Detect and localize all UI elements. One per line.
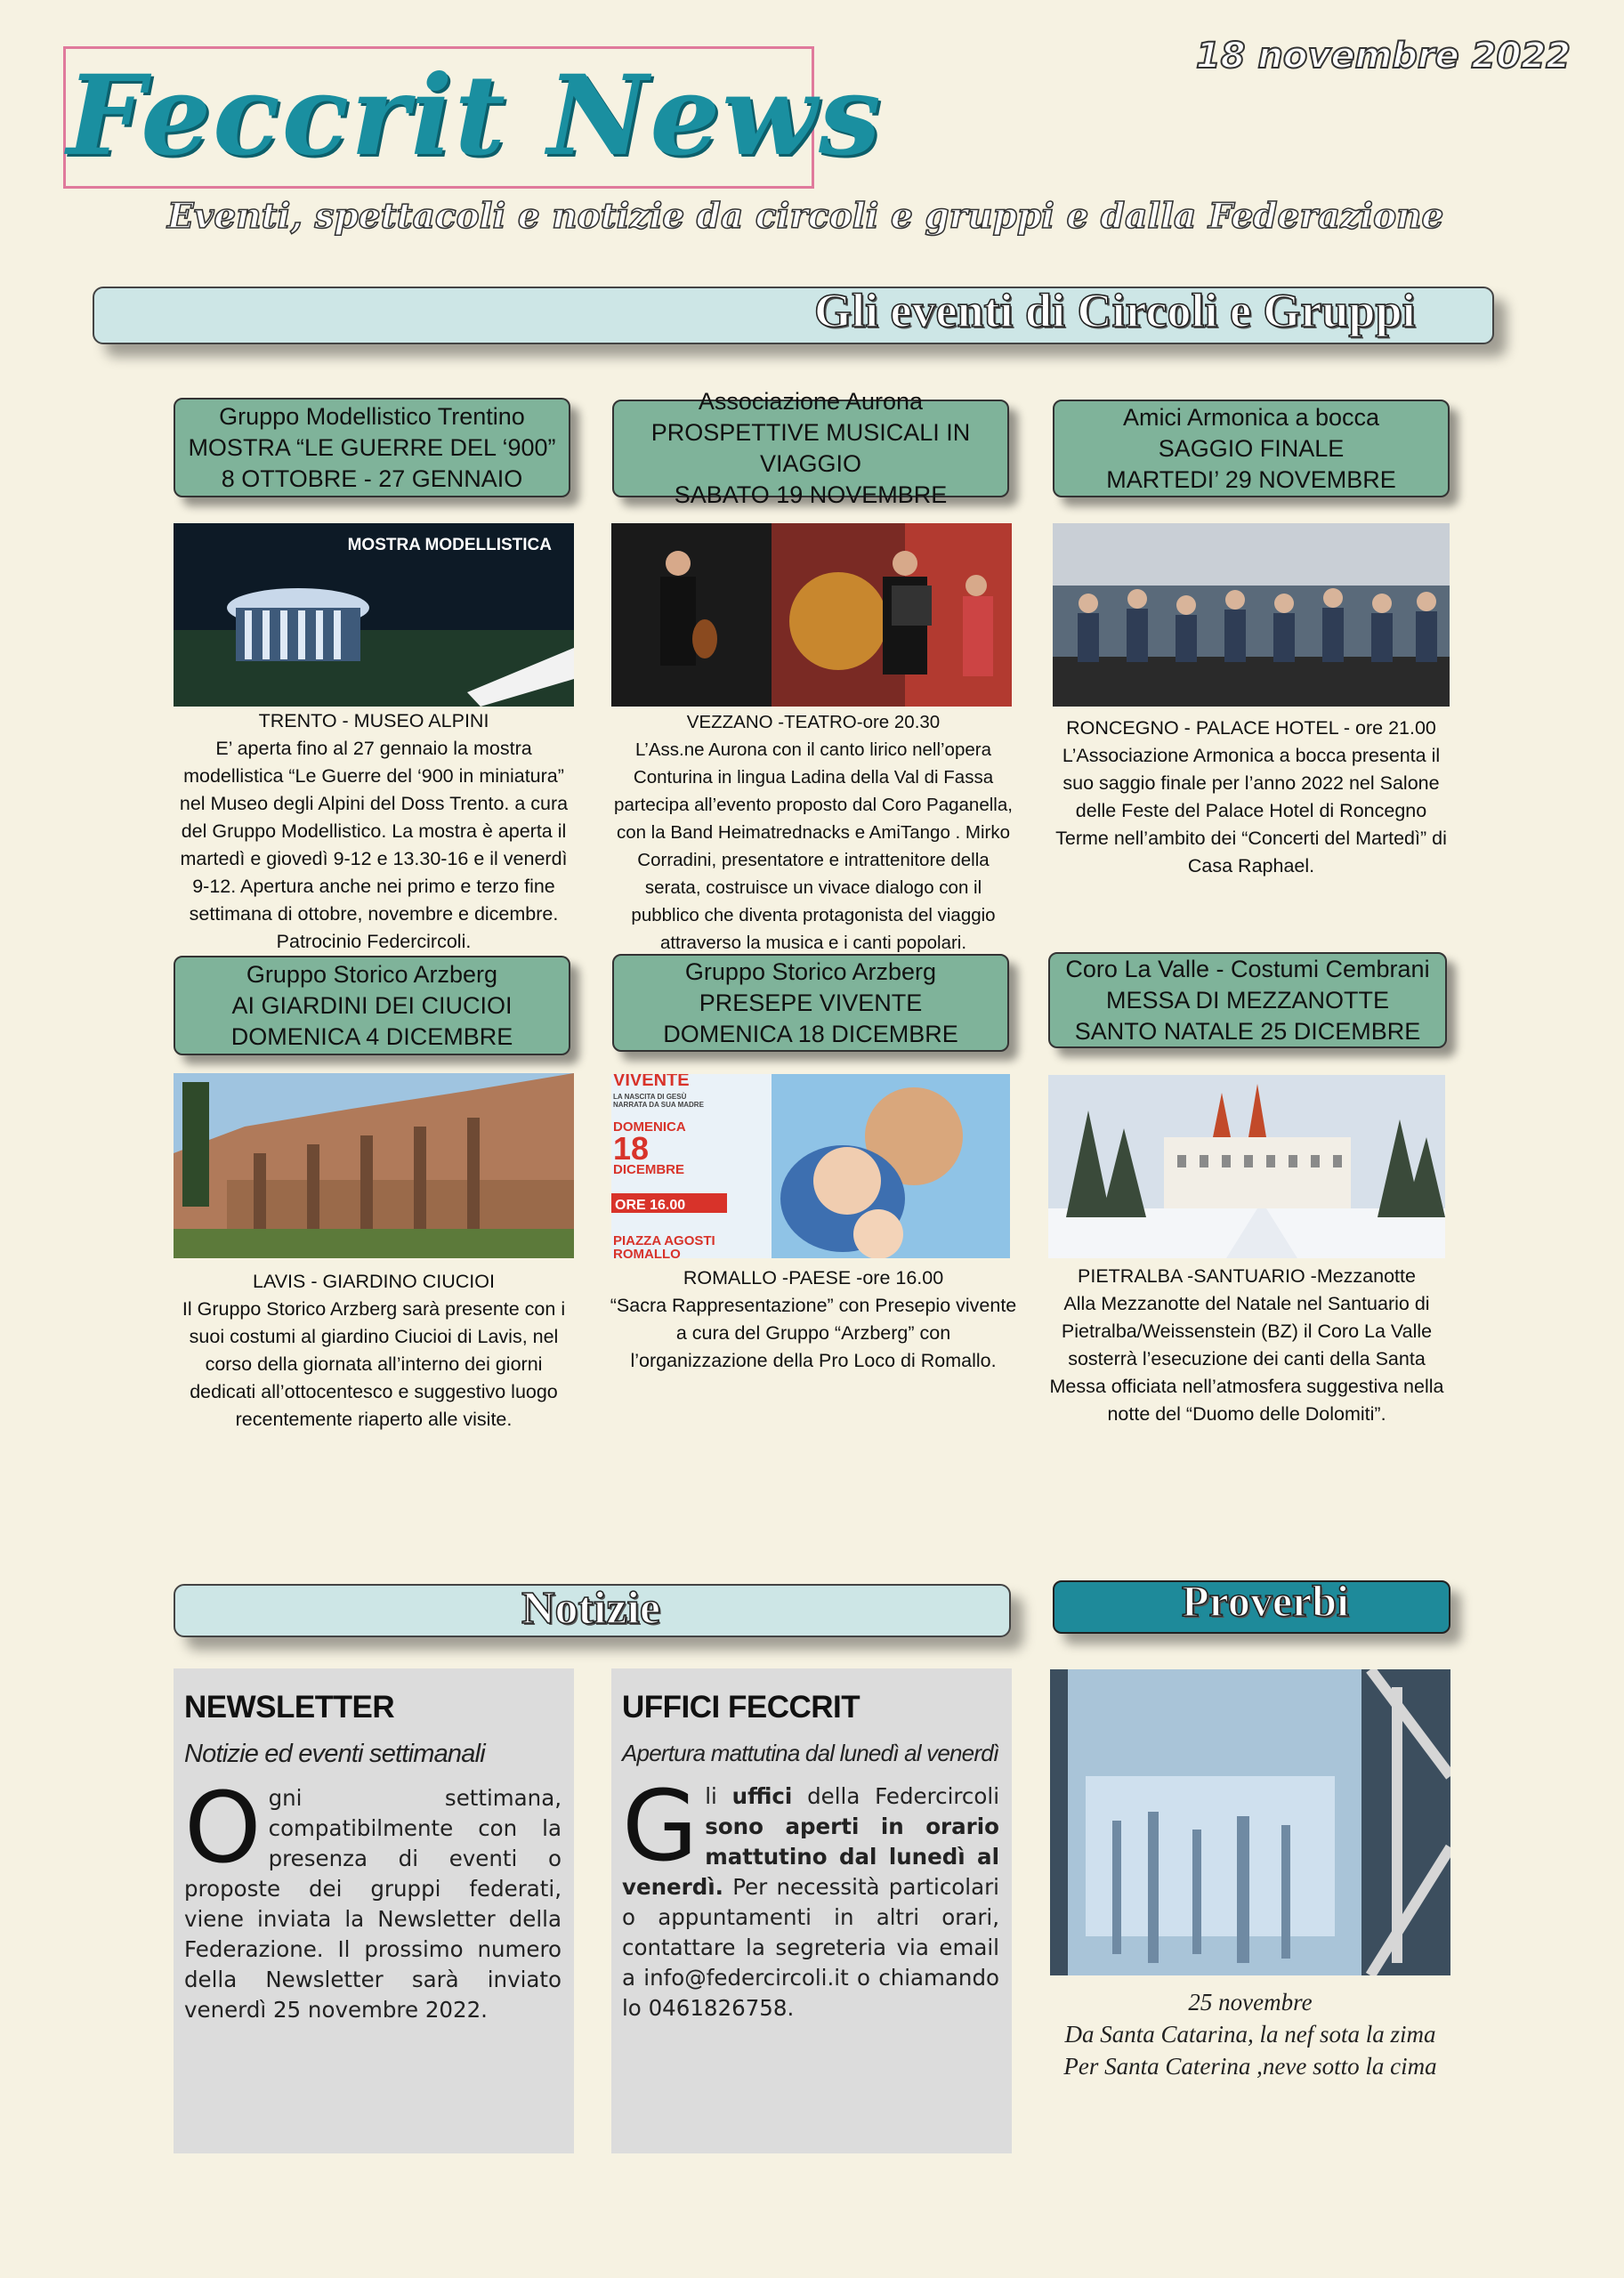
event-text: E’ aperta fino al 27 gennaio la mostra modellistica “Le Guerre del ‘900 in miniatura” nel Museo degli Alpini del Doss Trento. a cura del Gruppo Modellistico. La mostra è aperta il martedì e giovedì 9-12 e 13.30-16 e il venerdì 9-12. Apertura anche nei primo e terzo fine settimana di ottobre, novembre e dicembre. Patrocinio Federcircoli. — [179, 738, 569, 952]
card-text-bold: sono aperti in orario mattutino dal lunedì al venerdì. — [622, 1814, 999, 1900]
event-name: SAGGIO FINALE — [1158, 434, 1345, 462]
drop-cap: O — [184, 1771, 262, 1885]
event-place: TRENTO - MUSEO ALPINI — [258, 710, 489, 731]
poster-title: VIVENTE — [613, 1074, 690, 1090]
event-header-coro-la-valle — [1048, 952, 1447, 1048]
events-section-title: Gli eventi di Circoli e Gruppi — [814, 284, 1416, 337]
uffici-card — [611, 1668, 1012, 2153]
event-name: MESSA DI MEZZANOTTE — [1105, 986, 1390, 1014]
event-header-armonica — [1053, 400, 1450, 497]
event-place: LAVIS - GIARDINO CIUCIOI — [253, 1271, 495, 1292]
card-subheading: Apertura mattutina dal lunedì al venerdì — [622, 1740, 999, 1766]
image-caption: MOSTRA MODELLISTICA — [347, 536, 552, 554]
event-text: L’Ass.ne Aurona con il canto lirico nell’opera Conturina in lingua Ladina della Val di Fassa partecipa all’evento proposto dal Coro Paganella, con la Band Heimatrednacks e AmiTango . Mirko Corradini, presentatore e intrattenitore della serata, costruisce un vivace dialogo con il pubblico che diventa protagonista del viaggio attraverso la musica e i canti popolari. — [614, 739, 1013, 953]
event-description — [610, 708, 1017, 957]
event-organizer: Gruppo Modellistico Trentino — [219, 402, 525, 430]
proverbi-section-title: Proverbi — [1182, 1576, 1349, 1626]
poster-town: ROMALLO — [613, 1247, 681, 1258]
newsletter-card — [174, 1668, 574, 2153]
event-date: 8 OTTOBRE - 27 GENNAIO — [221, 464, 523, 492]
drop-cap: G — [622, 1769, 699, 1883]
newsletter-title: Feccrit News — [67, 52, 883, 181]
event-place: PIETRALBA -SANTUARIO -Mezzanotte — [1078, 1265, 1416, 1287]
event-name: AI GIARDINI DEI CIUCIOI — [231, 991, 513, 1019]
proverb-dialect: Da Santa Catarina, la nef sota la zima — [1064, 2021, 1436, 2048]
event-name: MOSTRA “LE GUERRE DEL ‘900” — [188, 433, 556, 461]
event-date: MARTEDI’ 29 NOVEMBRE — [1106, 465, 1396, 493]
proverbi-image-frozen-waterwheel — [1050, 1669, 1450, 1975]
event-header-arzberg-ciucioi — [174, 956, 570, 1055]
event-description — [171, 1268, 577, 1434]
poster-line: NARRATA DA SUA MADRE — [613, 1101, 704, 1109]
event-place: VEZZANO -TEATRO-ore 20.30 — [686, 712, 941, 732]
card-body — [184, 1771, 562, 2025]
card-text: Per necessità particolari o appuntamenti in altri orari, contattare la segreteria via email a info@federcircoli.it o chiamando lo 0461826758. — [622, 1874, 999, 2021]
event-description — [1041, 1263, 1452, 1428]
card-heading: UFFICI FECCRIT — [622, 1690, 860, 1725]
poster-day: DOMENICA — [613, 1119, 686, 1135]
event-description — [1054, 715, 1448, 880]
card-text-bold: uffici — [731, 1783, 793, 1809]
proverb-italian: Per Santa Caterina ,neve sotto la cima — [1063, 2053, 1437, 2080]
notizie-section-title: Notizie — [521, 1583, 660, 1634]
event-description — [171, 707, 577, 956]
card-text: li — [705, 1783, 732, 1809]
card-heading: NEWSLETTER — [184, 1690, 395, 1725]
event-organizer: Gruppo Storico Arzberg — [684, 957, 937, 985]
event-header-modellistico — [174, 398, 570, 497]
event-date: DOMENICA 18 DICEMBRE — [663, 1020, 958, 1047]
poster-date-number: 18 — [613, 1130, 650, 1167]
card-subheading: Notizie ed eventi settimanali — [184, 1740, 485, 1768]
event-image-giardino — [174, 1073, 574, 1258]
poster-time: ORE 16.00 — [615, 1198, 686, 1213]
event-header-aurona — [612, 388, 1009, 508]
event-text: “Sacra Rappresentazione” con Presepio vivente a cura del Gruppo “Arzberg” con l’organizzazione della Pro Loco di Romallo. — [610, 1295, 1017, 1371]
event-date: SABATO 19 NOVEMBRE — [674, 481, 948, 508]
event-text: L’Associazione Armonica a bocca presenta il suo saggio finale per l’anno 2022 nel Salone delle Feste del Palace Hotel di Roncegno Terme nell’ambito dei “Concerti del Martedì” di Casa Raphael. — [1055, 745, 1447, 876]
event-name: PRESEPE VIVENTE — [699, 989, 923, 1016]
event-description — [610, 1264, 1017, 1375]
event-organizer: Amici Armonica a bocca — [1122, 403, 1380, 431]
event-date: DOMENICA 4 DICEMBRE — [230, 1022, 513, 1050]
event-name: PROSPETTIVE MUSICALI IN VIAGGIO — [650, 419, 971, 477]
card-text: gni settimana, compatibilmente con la presenza di eventi o proposte dei gruppi federati, viene inviata la Newsletter della Federazione. Il prossimo numero della Newsletter sarà inviato venerdì 25 novembre 2022. — [184, 1785, 562, 2023]
event-image-santuario — [1048, 1075, 1445, 1258]
event-text: Il Gruppo Storico Arzberg sarà presente con i suoi costumi al giardino Ciucioi di Lavis, nel corso della giornata all’interno dei giorni dedicati all’ottocentesco e suggestivo luogo recentemente riaperto alle visite. — [182, 1298, 566, 1430]
newsletter-subtitle: Eventi, spettacoli e notizie da circoli e gruppi e dalla Federazione — [167, 196, 1444, 237]
poster-month: DICEMBRE — [613, 1162, 685, 1177]
event-image-choir — [1053, 523, 1450, 707]
event-place: ROMALLO -PAESE -ore 16.00 — [683, 1267, 944, 1288]
event-text: Alla Mezzanotte del Natale nel Santuario di Pietralba/Weissenstein (BZ) il Coro La Valle sosterrà l’esecuzione dei canti della Santa Messa officiata nell’atmosfera suggestiva nella notte del “Duomo delle Dolomiti”. — [1049, 1293, 1444, 1425]
proverb — [1050, 1986, 1450, 2082]
event-organizer: Coro La Valle - Costumi Cembrani — [1065, 955, 1430, 982]
poster-place: PIAZZA AGOSTI — [613, 1233, 715, 1248]
event-image-presepe-poster — [611, 1074, 1010, 1258]
event-organizer: Gruppo Storico Arzberg — [246, 960, 498, 988]
event-place: RONCEGNO - PALACE HOTEL - ore 21.00 — [1066, 717, 1436, 739]
event-image-museo-alpini — [174, 523, 574, 707]
event-image-musicians — [611, 523, 1012, 707]
issue-date: 18 novembre 2022 — [1195, 36, 1571, 77]
event-header-arzberg-presepe — [612, 954, 1009, 1052]
poster-line: LA NASCITA DI GESÙ — [613, 1093, 687, 1101]
proverb-date: 25 novembre — [1188, 1989, 1313, 2015]
card-text: della Federcircoli — [792, 1783, 999, 1809]
event-organizer: Associazione Aurona — [698, 388, 924, 415]
event-date: SANTO NATALE 25 DICEMBRE — [1074, 1017, 1421, 1045]
card-body — [622, 1769, 999, 2024]
